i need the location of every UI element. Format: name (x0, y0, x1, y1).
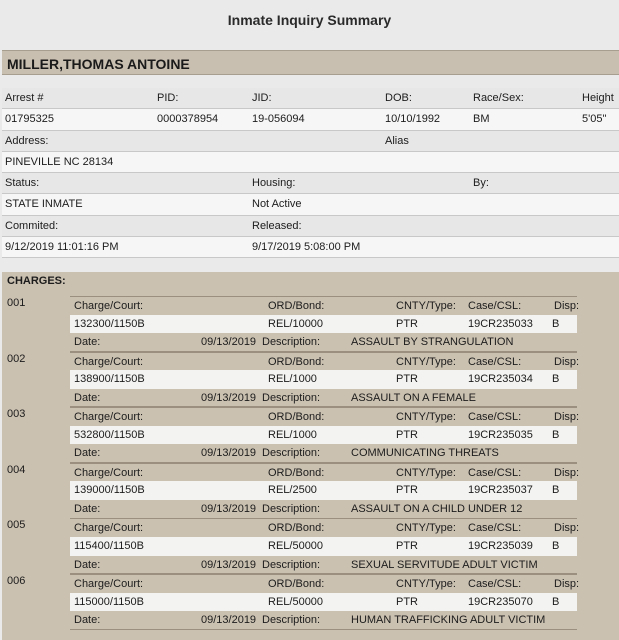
case-csl-label: Case/CSL: (468, 411, 522, 424)
charge-number: 006 (7, 575, 26, 587)
charge-value-row (70, 593, 577, 612)
address-label: Address: (5, 134, 49, 147)
ord-bond-value: REL/1000 (268, 428, 317, 441)
description-label: Description: (262, 336, 321, 349)
charge-court-value: 115000/1150B (74, 595, 144, 608)
ord-bond-value: REL/2500 (268, 484, 317, 497)
charge-value-row (70, 315, 577, 334)
charge-value-row (70, 481, 577, 500)
charge-block (2, 296, 619, 352)
charge-description-row (70, 333, 577, 352)
released-value: 9/17/2019 5:08:00 PM (252, 241, 361, 254)
info-row-status-labels (2, 173, 619, 194)
case-csl-label: Case/CSL: (468, 466, 522, 479)
charge-description-row (70, 611, 577, 630)
description-value: ASSAULT BY STRANGULATION (351, 336, 514, 349)
address-value: PINEVILLE NC 28134 (5, 155, 114, 168)
charge-court-label: Charge/Court: (74, 300, 144, 312)
date-value: 09/13/2019 (201, 336, 257, 349)
cnty-type-label: CNTY/Type: (396, 522, 456, 535)
description-label: Description: (262, 614, 321, 627)
ord-bond-value: REL/50000 (268, 539, 324, 552)
date-value: 09/13/2019 (201, 614, 257, 627)
race-sex-value: BM (473, 113, 490, 126)
charge-header-row (70, 296, 580, 315)
charge-description-row (70, 556, 577, 575)
date-label: Date: (74, 447, 101, 460)
charge-number: 003 (7, 408, 26, 421)
dob-value: 10/10/1992 (385, 113, 441, 126)
info-row-status-values (2, 194, 619, 215)
ord-bond-label: ORD/Bond: (268, 300, 325, 312)
charge-court-label: Charge/Court: (74, 411, 144, 424)
date-value: 09/13/2019 (201, 447, 257, 460)
date-value: 09/13/2019 (201, 391, 257, 404)
charge-court-value: 139000/1150B (74, 484, 145, 497)
description-value: ASSAULT ON A CHILD UNDER 12 (351, 502, 523, 515)
height-label: Height (582, 92, 614, 104)
disp-label: Disp: (554, 300, 580, 312)
cnty-type-value: PTR (396, 373, 418, 386)
case-csl-value: 19CR235033 (468, 317, 533, 330)
charge-description-row (70, 444, 577, 463)
charge-block (2, 574, 619, 630)
dob-label: DOB: (385, 92, 412, 104)
description-value: ASSAULT ON A FEMALE (351, 391, 476, 404)
date-value: 09/13/2019 (201, 502, 257, 515)
case-csl-label: Case/CSL: (468, 522, 522, 535)
cnty-type-label: CNTY/Type: (396, 411, 456, 424)
description-label: Description: (262, 391, 321, 404)
housing-value: Not Active (252, 198, 302, 211)
status-value: STATE INMATE (5, 198, 83, 211)
pid-label: PID: (157, 92, 179, 104)
charge-number: 005 (7, 519, 26, 532)
committed-value: 9/12/2019 11:01:16 PM (5, 241, 119, 254)
info-row-dates-labels (2, 216, 619, 237)
charge-value-row (70, 537, 577, 556)
disp-label: Disp: (554, 578, 580, 590)
cnty-type-label: CNTY/Type: (396, 578, 456, 590)
disp-label: Disp: (554, 355, 580, 368)
date-value: 09/13/2019 (201, 558, 257, 571)
date-label: Date: (74, 558, 101, 571)
description-label: Description: (262, 502, 321, 515)
charge-header-row (70, 407, 580, 426)
charge-number: 002 (7, 352, 26, 365)
charge-value-row (70, 370, 577, 389)
charge-block (2, 518, 619, 574)
charges-section (2, 272, 619, 640)
ord-bond-label: ORD/Bond: (268, 355, 325, 368)
info-row-address-value (2, 152, 619, 173)
cnty-type-value: PTR (396, 317, 418, 330)
charge-court-label: Charge/Court: (74, 355, 144, 368)
ord-bond-value: REL/50000 (268, 595, 324, 608)
info-row-address-label (2, 131, 619, 152)
charge-number: 001 (7, 297, 26, 309)
charge-header-row (70, 352, 580, 371)
charge-court-label: Charge/Court: (74, 522, 144, 535)
charge-court-value: 138900/1150B (74, 373, 145, 386)
charge-block (2, 407, 619, 463)
cnty-type-value: PTR (396, 595, 418, 608)
case-csl-value: 19CR235037 (468, 484, 533, 497)
race-sex-label: Race/Sex: (473, 92, 524, 104)
disp-value: B (552, 539, 560, 552)
housing-label: Housing: (252, 177, 296, 190)
ord-bond-label: ORD/Bond: (268, 522, 325, 535)
disp-value: B (552, 373, 560, 386)
committed-label: Commited: (5, 219, 59, 232)
disp-label: Disp: (554, 522, 580, 535)
charge-value-row (70, 426, 577, 445)
charge-court-label: Charge/Court: (74, 578, 144, 590)
cnty-type-label: CNTY/Type: (396, 300, 456, 312)
disp-value: B (552, 317, 560, 330)
case-csl-value: 19CR235070 (468, 595, 533, 608)
case-csl-label: Case/CSL: (468, 355, 522, 368)
charge-description-row (70, 500, 577, 519)
charge-header-row (70, 518, 580, 537)
disp-value: B (552, 595, 560, 608)
case-csl-value: 19CR235034 (468, 373, 533, 386)
charge-header-row (70, 463, 580, 482)
case-csl-label: Case/CSL: (468, 578, 522, 590)
charge-court-value: 115400/1150B (74, 539, 144, 552)
ord-bond-label: ORD/Bond: (268, 411, 325, 424)
arrest-value: 01795325 (5, 113, 54, 126)
date-label: Date: (74, 391, 101, 404)
date-label: Date: (74, 502, 101, 515)
charge-court-value: 532800/1150B (74, 428, 145, 441)
case-csl-value: 19CR235039 (468, 539, 533, 552)
charge-block (2, 463, 619, 519)
status-label: Status: (5, 177, 40, 190)
description-value: SEXUAL SERVITUDE ADULT VICTIM (351, 558, 538, 571)
by-label: By: (473, 177, 489, 190)
disp-label: Disp: (554, 411, 580, 424)
date-label: Date: (74, 336, 101, 349)
arrest-label: Arrest # (5, 92, 44, 104)
case-csl-label: Case/CSL: (468, 300, 522, 312)
charge-court-label: Charge/Court: (74, 466, 144, 479)
ord-bond-label: ORD/Bond: (268, 466, 325, 479)
page-title: Inmate Inquiry Summary (227, 12, 392, 28)
charge-block (2, 352, 619, 408)
cnty-type-value: PTR (396, 428, 418, 441)
jid-label: JID: (252, 92, 272, 104)
info-row-ids-labels (2, 88, 619, 109)
cnty-type-value: PTR (396, 484, 418, 497)
info-row-ids-values (2, 109, 619, 130)
inmate-info-table (2, 88, 619, 258)
cnty-type-label: CNTY/Type: (396, 466, 456, 479)
cnty-type-label: CNTY/Type: (396, 355, 456, 368)
disp-value: B (552, 428, 560, 441)
charge-court-value: 132300/1150B (74, 317, 145, 330)
case-csl-value: 19CR235035 (468, 428, 533, 441)
disp-value: B (552, 484, 560, 497)
released-label: Released: (252, 219, 302, 232)
charges-heading: CHARGES: (7, 275, 66, 287)
description-label: Description: (262, 558, 321, 571)
charge-header-row (70, 574, 580, 593)
description-value: HUMAN TRAFFICKING ADULT VICTIM (351, 614, 546, 627)
disp-label: Disp: (554, 466, 580, 479)
inmate-name: MILLER,THOMAS ANTOINE (2, 50, 619, 75)
date-label: Date: (74, 614, 101, 627)
description-value: COMMUNICATING THREATS (351, 447, 499, 460)
height-value: 5'05" (582, 113, 607, 126)
ord-bond-value: REL/10000 (268, 317, 324, 330)
cnty-type-value: PTR (396, 539, 418, 552)
charge-description-row (70, 389, 577, 408)
description-label: Description: (262, 447, 321, 460)
charge-number: 004 (7, 463, 26, 476)
alias-label: Alias (385, 134, 409, 147)
jid-value: 19-056094 (252, 113, 305, 126)
info-row-dates-values (2, 237, 619, 258)
ord-bond-label: ORD/Bond: (268, 578, 325, 590)
ord-bond-value: REL/1000 (268, 373, 317, 386)
pid-value: 0000378954 (157, 113, 219, 126)
